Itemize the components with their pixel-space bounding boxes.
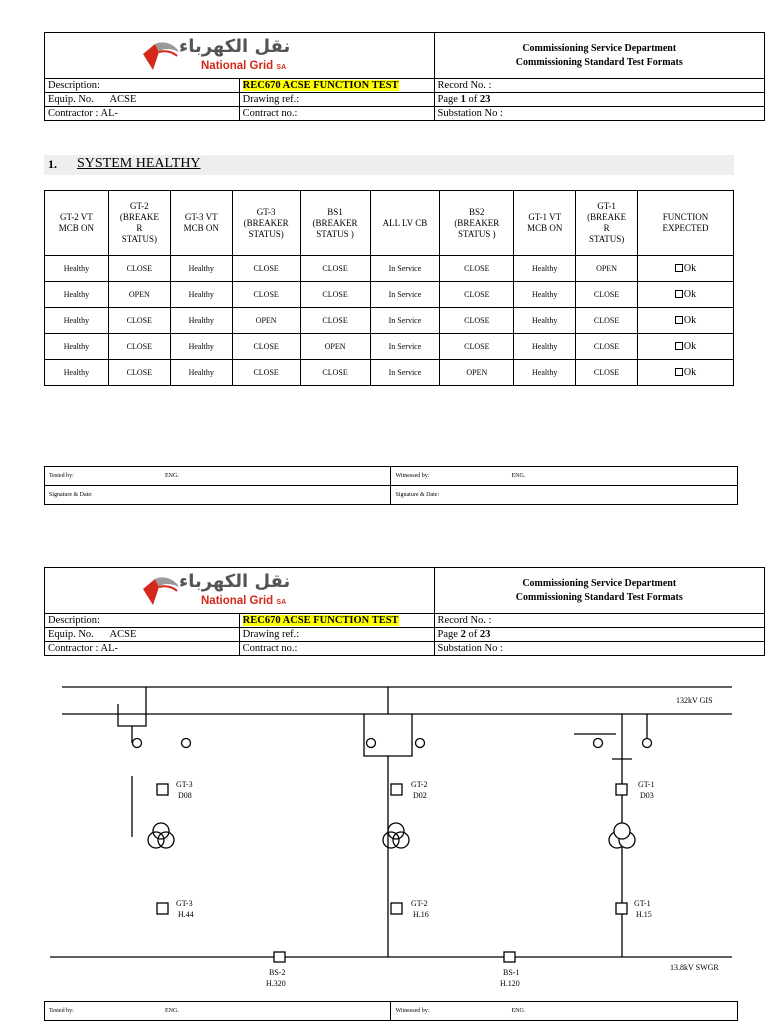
column-header: GT-3 (BREAKER STATUS) [232,191,300,256]
contractor: Contractor : AL- [45,107,240,121]
ok-label: Ok [683,289,697,300]
table-cell: CLOSE [108,334,170,360]
table-row [45,334,734,360]
table-row [45,308,734,334]
checkbox-icon[interactable] [675,264,683,272]
column-header: BS2 (BREAKER STATUS ) [440,191,514,256]
gt3-h-label-1: GT-3 [176,899,193,908]
table-cell: CLOSE [300,308,370,334]
signoff-table-page-1 [44,466,738,505]
ok-label: Ok [683,263,697,274]
witness-signature-date: Signature & Date: [391,486,738,505]
table-cell: CLOSE [440,282,514,308]
form-header-page-2 [44,567,765,656]
breaker-gt1-h15-icon [616,903,627,914]
table-cell: CLOSE [440,334,514,360]
transformer-gt3-icon [148,823,174,848]
table-cell: Healthy [514,308,576,334]
table-cell: Healthy [514,360,576,386]
table-cell: CLOSE [232,360,300,386]
gt1-d-label-1: GT-1 [638,780,655,789]
table-cell: Healthy [170,256,232,282]
single-line-diagram [0,672,768,997]
function-expected-cell [638,256,734,282]
witnessed-by: Witnessed by: ENG. [391,1002,738,1021]
table-cell: Healthy [45,308,109,334]
table-cell: In Service [370,360,440,386]
table-cell: OPEN [108,282,170,308]
bs1-label-2: H.120 [500,979,520,988]
table-cell: Healthy [514,256,576,282]
ok-label: Ok [683,367,697,378]
table-cell: CLOSE [108,256,170,282]
column-header: BS1 (BREAKER STATUS ) [300,191,370,256]
breaker-gt2-h16-icon [391,903,402,914]
table-row [45,282,734,308]
gt1-h-label-2: H.15 [636,910,652,919]
table-cell: In Service [370,282,440,308]
description-label: Description: [45,79,240,93]
bs2-label-2: H.320 [266,979,286,988]
table-cell: CLOSE [108,360,170,386]
national-grid-logo [141,36,321,72]
breaker-bs2-icon [274,952,285,962]
logo-english-text: National Grid SA [201,595,287,607]
table-cell: In Service [370,308,440,334]
witnessed-by: Witnessed by: ENG. [391,467,738,486]
drawing-ref: Drawing ref.: [239,628,434,642]
lv-bus-label: 13.8kV SWGR [670,963,719,972]
hv-bus-label: 132kV GIS [676,696,713,705]
gt2-d-label-1: GT-2 [411,780,428,789]
breaker-gt2-d02-icon [391,784,402,795]
contractor: Contractor : AL- [45,642,240,656]
logo-mark-icon [141,575,181,607]
tester-signature-date: Signature & Date: [45,486,391,505]
table-cell: Healthy [514,334,576,360]
substation-no: Substation No : [434,642,764,656]
table-cell: OPEN [300,334,370,360]
logo-mark-icon [141,40,181,72]
description-value: REC670 ACSE FUNCTION TEST [239,79,434,93]
tested-by: Tested by: ENG. [45,467,391,486]
column-header: GT-2 (BREAKE R STATUS) [108,191,170,256]
table-cell: CLOSE [576,308,638,334]
department-title: Commissioning Service Department Commissioning Standard Test Formats [434,33,764,79]
gt1-bay [574,714,652,957]
gt2-h-label-2: H.16 [413,910,429,919]
substation-no: Substation No : [434,107,764,121]
gt2-h-label-1: GT-2 [411,899,428,908]
column-header: FUNCTION EXPECTED [638,191,734,256]
contract-no: Contract no.: [239,107,434,121]
logo-cell [45,33,435,79]
signoff-table-page-2 [44,1001,738,1021]
drawing-ref: Drawing ref.: [239,93,434,107]
page-number: Page 2 of 23 [434,628,764,642]
ok-label: Ok [683,341,697,352]
table-cell: CLOSE [232,334,300,360]
gt1-h-label-1: GT-1 [634,899,651,908]
table-cell: CLOSE [300,256,370,282]
department-title: Commissioning Service Department Commissioning Standard Test Formats [434,568,764,614]
table-cell: OPEN [232,308,300,334]
section-number: 1. [48,157,57,171]
table-cell: OPEN [576,256,638,282]
section-heading [44,155,734,175]
logo-arabic-text: نقل الكهرباء [179,36,291,57]
function-expected-cell [638,360,734,386]
table-cell: Healthy [170,360,232,386]
table-cell: CLOSE [300,360,370,386]
column-header: GT-1 VT MCB ON [514,191,576,256]
table-cell: CLOSE [232,282,300,308]
table-cell: Healthy [170,282,232,308]
table-row [45,256,734,282]
breaker-gt3-d08-icon [157,784,168,795]
record-no: Record No. : [434,79,764,93]
checkbox-icon[interactable] [675,368,683,376]
function-expected-cell [638,282,734,308]
transformer-gt2-icon [383,823,409,848]
table-cell: CLOSE [440,256,514,282]
description-label: Description: [45,614,240,628]
table-cell: CLOSE [440,308,514,334]
equip-no: Equip. No. ACSE [45,93,240,107]
bs1-label-1: BS-1 [503,968,520,977]
checkbox-icon[interactable] [675,316,683,324]
table-cell: CLOSE [232,256,300,282]
gt1-d-label-2: D03 [640,791,654,800]
breaker-gt3-h44-icon [157,903,168,914]
ok-label: Ok [683,315,697,326]
table-cell: Healthy [514,282,576,308]
table-cell: CLOSE [300,282,370,308]
table-cell: In Service [370,256,440,282]
breaker-gt1-d03-icon [616,784,627,795]
form-header-page-1 [44,32,765,121]
system-healthy-table [44,190,734,386]
table-cell: Healthy [170,334,232,360]
gt2-d-label-2: D02 [413,791,427,800]
table-cell: Healthy [45,256,109,282]
function-expected-cell [638,308,734,334]
equip-no: Equip. No. ACSE [45,628,240,642]
table-cell: OPEN [440,360,514,386]
column-header: ALL LV CB [370,191,440,256]
table-cell: Healthy [45,282,109,308]
logo-arabic-text: نقل الكهرباء [179,571,291,592]
table-row [45,360,734,386]
checkbox-icon[interactable] [675,342,683,350]
gt3-d-label-1: GT-3 [176,780,193,789]
breaker-bs1-icon [504,952,515,962]
bs2-label-1: BS-2 [269,968,286,977]
table-cell: In Service [370,334,440,360]
page-number: Page 1 of 23 [434,93,764,107]
table-cell: Healthy [45,334,109,360]
checkbox-icon[interactable] [675,290,683,298]
table-cell: CLOSE [108,308,170,334]
national-grid-logo [141,571,321,607]
logo-cell [45,568,435,614]
table-cell: CLOSE [576,282,638,308]
table-cell: CLOSE [576,334,638,360]
column-header: GT-1 (BREAKE R STATUS) [576,191,638,256]
table-header-row [45,191,734,256]
gt3-d-label-2: D08 [178,791,192,800]
logo-english-text: National Grid SA [201,60,287,72]
column-header: GT-2 VT MCB ON [45,191,109,256]
table-cell: Healthy [170,308,232,334]
transformer-gt1-icon [609,823,635,848]
function-expected-cell [638,334,734,360]
table-cell: Healthy [45,360,109,386]
column-header: GT-3 VT MCB ON [170,191,232,256]
section-title: SYSTEM HEALTHY [77,156,201,171]
tested-by: Tested by: ENG. [45,1002,391,1021]
table-cell: CLOSE [576,360,638,386]
record-no: Record No. : [434,614,764,628]
contract-no: Contract no.: [239,642,434,656]
gt3-bay [118,687,191,914]
gt3-h-label-2: H.44 [178,910,194,919]
description-value: REC670 ACSE FUNCTION TEST [239,614,434,628]
